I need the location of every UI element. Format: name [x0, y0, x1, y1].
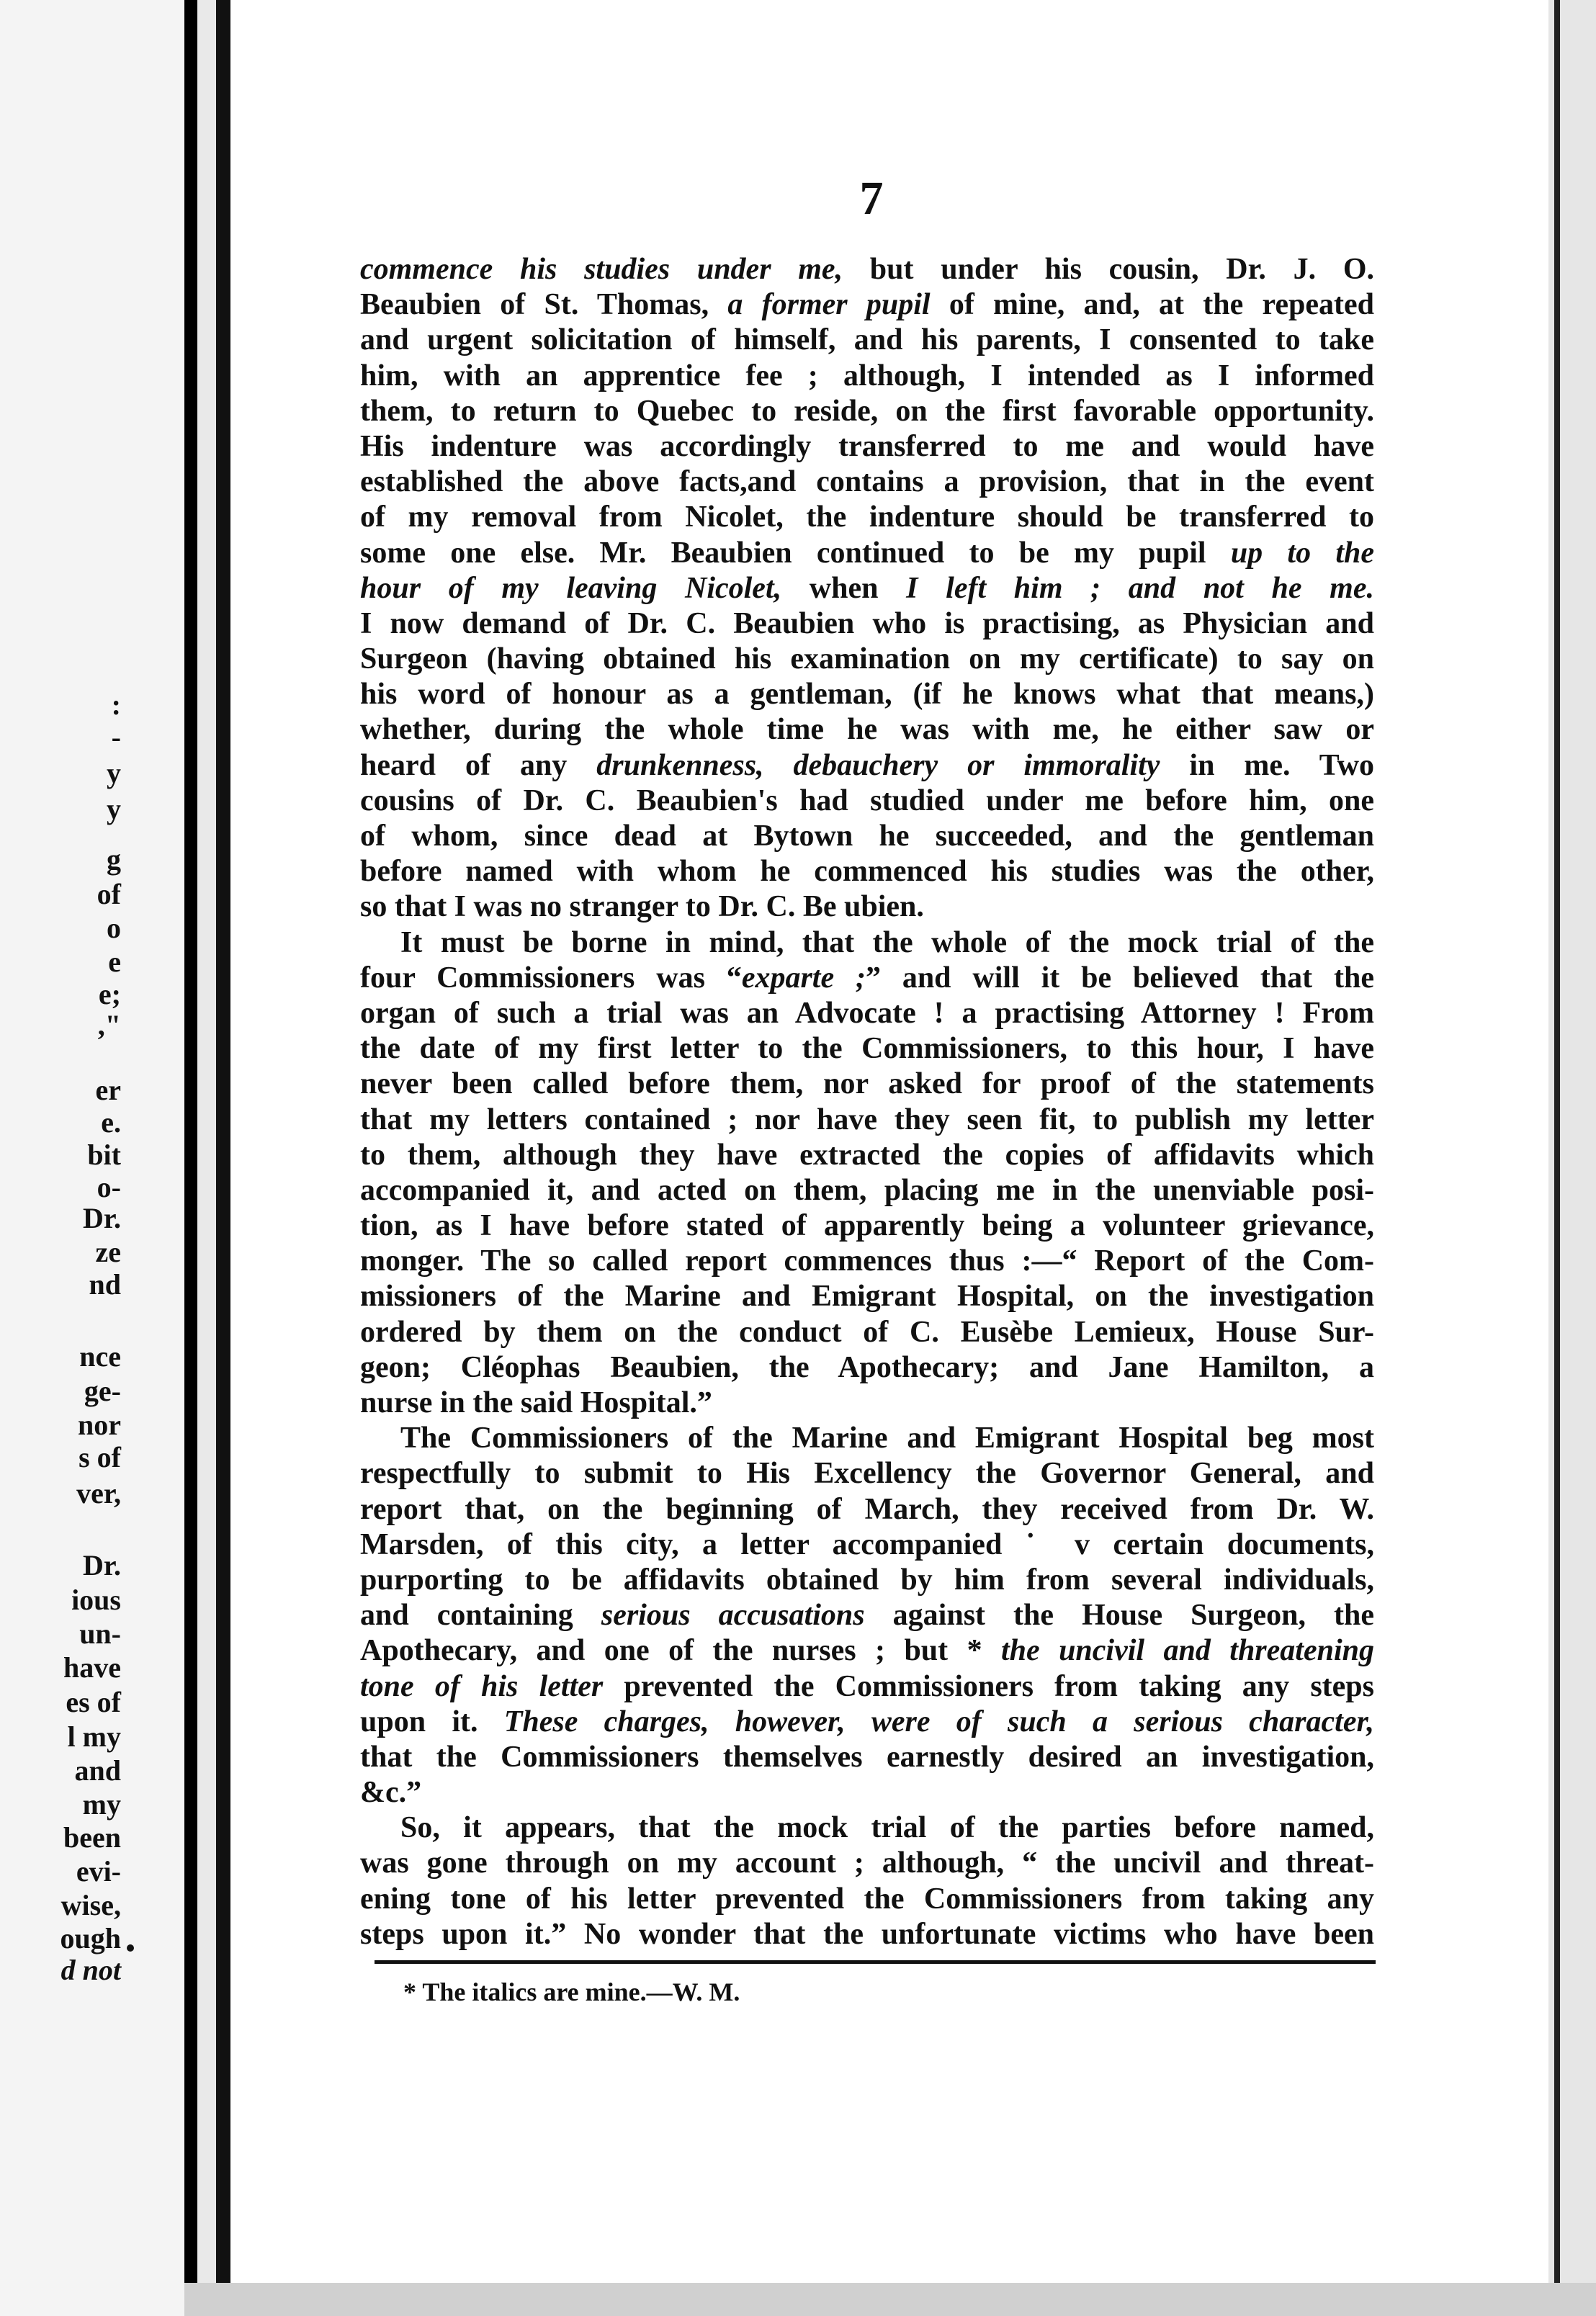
- text-line: [360, 1208, 1374, 1244]
- text-line: [360, 1173, 1374, 1208]
- text-line: [360, 252, 1374, 287]
- facing-page-fragment: s of: [79, 1441, 121, 1473]
- text-run: some one else. Mr. Beaubien continued to be my pupil: [360, 536, 1231, 570]
- text-run: was gone through on my account ; although, “ the uncivil and threat-: [360, 1846, 1374, 1880]
- text-line: [360, 854, 1374, 889]
- text-line: [360, 1810, 1374, 1846]
- text-run: steps upon it.” No wonder that the unfortunate victims who have been: [360, 1917, 1374, 1951]
- italic-text: serious accusations: [601, 1599, 865, 1633]
- text-line: [360, 784, 1374, 819]
- text-run: nurse in the said Hospital.”: [360, 1386, 712, 1419]
- text-line: [360, 1775, 1374, 1810]
- text-run: before named with whom he commenced his studies was the other,: [360, 855, 1374, 889]
- text-run: but under his cousin, Dr. J. O.: [843, 253, 1374, 286]
- text-run: and containing: [360, 1599, 601, 1633]
- facing-page-fragment: have: [63, 1651, 121, 1684]
- text-run: ordered by them on the conduct of C. Eusèbe Lemieux, House Sur-: [360, 1315, 1374, 1349]
- italic-text: the uncivil and threatening: [1000, 1634, 1374, 1668]
- text-line: [360, 1138, 1374, 1173]
- facing-page-fragment: nor: [78, 1409, 121, 1441]
- facing-page-fragment: and: [74, 1754, 121, 1787]
- text-run: Surgeon (having obtained his examination on my certificate) to say on: [360, 642, 1374, 676]
- page-number: 7: [859, 172, 884, 225]
- text-run: Beaubien of St. Thomas,: [360, 288, 728, 322]
- text-run: missioners of the Marine and Emigrant Hospital, on the investigation: [360, 1280, 1374, 1314]
- text-line: [360, 677, 1374, 712]
- text-line: [360, 1279, 1374, 1314]
- italic-text: commence his studies under me,: [360, 253, 843, 286]
- facing-page-fragment: g: [107, 843, 121, 876]
- text-line: [360, 1315, 1374, 1350]
- facing-page-fragment: wise,: [60, 1889, 121, 1921]
- text-line: [360, 464, 1374, 500]
- text-run: them, to return to Quebec to reside, on the first favorable opportunity.: [360, 394, 1374, 428]
- text-run: The Commissioners of the Marine and Emigrant Hospital beg most: [400, 1422, 1374, 1455]
- text-line: [360, 1103, 1374, 1138]
- italic-text: These charges, however, were of such a serious character,: [503, 1705, 1375, 1738]
- text-line: [360, 1456, 1374, 1491]
- text-run: report that, on the beginning of March, they received from Dr. W.: [360, 1492, 1374, 1526]
- text-run: So, it appears, that the mock trial of the parties before named,: [400, 1811, 1374, 1845]
- text-line: [360, 1386, 1374, 1421]
- right-page-edge: [1548, 0, 1596, 2316]
- facing-page-fragment: ge-: [84, 1375, 121, 1407]
- facing-page-fragment: e.: [101, 1106, 121, 1139]
- text-line: [360, 712, 1374, 748]
- text-line: [360, 748, 1374, 784]
- text-line: [360, 1350, 1374, 1386]
- text-line: [360, 1421, 1374, 1456]
- text-line: [360, 1705, 1374, 1740]
- text-run: It must be borne in mind, that the whole of the mock trial of the: [400, 925, 1374, 959]
- text-line: [360, 536, 1374, 571]
- facing-page-fragment: o-: [97, 1171, 121, 1203]
- text-run: of my removal from Nicolet, the indenture should be transferred to: [360, 501, 1374, 534]
- text-run: ening tone of his letter prevented the Commissioners from taking any: [360, 1882, 1374, 1916]
- facing-page-fragment: Dr.: [83, 1202, 121, 1234]
- facing-page-fragment: Dr.: [83, 1549, 121, 1581]
- facing-page-fragment: e: [108, 946, 121, 978]
- italic-text: hour of my leaving Nicolet,: [360, 571, 782, 605]
- text-run: heard of any: [360, 748, 597, 782]
- text-line: [360, 889, 1374, 925]
- facing-page-fragment: ,": [97, 1009, 121, 1041]
- text-run: I now demand of Dr. C. Beaubien who is practising, as Physician and: [360, 606, 1374, 640]
- text-line: [360, 1598, 1374, 1633]
- italic-text: tone of his letter: [360, 1669, 604, 1703]
- facing-page-fragment: l my: [67, 1720, 121, 1753]
- text-line: [360, 500, 1374, 535]
- text-run: when: [781, 571, 907, 605]
- text-run: him, with an apprentice fee ; although, I intended as I informed: [360, 359, 1374, 392]
- text-run: respectfully to submit to His Excellency the Governor General, and: [360, 1457, 1374, 1491]
- text-line: [360, 571, 1374, 606]
- text-line: [360, 961, 1374, 996]
- facing-page-fragment: es of: [66, 1686, 121, 1718]
- body-text: [360, 252, 1374, 1952]
- bottom-page-edge: [184, 2283, 1596, 2316]
- gutter-gap: [197, 0, 216, 2316]
- facing-page-fragment: been: [63, 1821, 121, 1854]
- footnote: * The italics are mine.—W. M.: [403, 1978, 740, 2006]
- text-run: in me. Two: [1160, 748, 1374, 782]
- facing-page-fragment: ough: [60, 1922, 121, 1954]
- facing-page-fragment: nd: [89, 1268, 121, 1301]
- page-edge: [216, 0, 230, 2316]
- text-line: [360, 1917, 1374, 1952]
- text-run: whether, during the whole time he was with me, he either saw or: [360, 713, 1374, 747]
- text-line: [360, 1527, 1374, 1563]
- text-run: so that I was no stranger to Dr. C. Be ubien.: [360, 890, 924, 924]
- italic-text: a former pupil: [727, 288, 931, 322]
- facing-page-fragment: y: [107, 757, 121, 789]
- text-line: [360, 287, 1374, 323]
- text-line: [360, 1067, 1374, 1102]
- text-line: [360, 606, 1374, 642]
- text-run: his word of honour as a gentleman, (if he knows what that means,): [360, 678, 1374, 712]
- italic-text: drunkenness, debauchery or immorality: [596, 748, 1160, 782]
- facing-page-fragment: evi-: [76, 1855, 121, 1888]
- text-run: never been called before them, nor asked for proof of the statements: [360, 1067, 1374, 1101]
- text-line: [360, 1031, 1374, 1067]
- facing-page-fragment: :: [111, 688, 121, 721]
- text-line: [360, 1882, 1374, 1917]
- text-run: that my letters contained ; nor have they seen fit, to publish my letter: [360, 1103, 1374, 1136]
- text-run: to them, although they have extracted the copies of affidavits which: [360, 1138, 1374, 1172]
- gutter-shadow: [184, 0, 197, 2316]
- text-run: cousins of Dr. C. Beaubien's had studied under me before him, one: [360, 784, 1374, 817]
- text-run: established the above facts,and contains a provision, that in the event: [360, 465, 1374, 499]
- text-run: against the House Surgeon, the: [864, 1599, 1375, 1633]
- text-line: [360, 1846, 1374, 1881]
- italic-text: exparte ;: [741, 961, 866, 995]
- text-run: and urgent solicitation of himself, and his parents, I consented to take: [360, 323, 1374, 357]
- text-run: organ of such a trial was an Advocate ! a practising Attorney ! From: [360, 996, 1374, 1030]
- facing-page-fragment: e;: [98, 978, 121, 1010]
- text-run: Marsden, of this city, a letter accompanied ˙ v certain documents,: [360, 1527, 1374, 1561]
- text-line: [360, 1633, 1374, 1669]
- facing-page-fragment: ver,: [76, 1477, 121, 1509]
- facing-page-fragment: nce: [79, 1340, 121, 1373]
- text-run: ” and will it be believed that the: [865, 961, 1374, 995]
- facing-page-fragment: d not: [60, 1954, 121, 1986]
- text-line: [360, 359, 1374, 394]
- text-run: accompanied it, and acted on them, placing me in the unenviable posi-: [360, 1173, 1374, 1207]
- text-line: [360, 1492, 1374, 1527]
- text-run: the date of my first letter to the Commissioners, to this hour, I have: [360, 1032, 1374, 1066]
- italic-text: I left him ; and not he me.: [906, 571, 1374, 605]
- text-line: [360, 819, 1374, 854]
- text-line: [360, 642, 1374, 677]
- facing-page-fragment: ious: [71, 1584, 121, 1616]
- text-line: [360, 1244, 1374, 1279]
- text-run: His indenture was accordingly transferred to me and would have: [360, 429, 1374, 463]
- text-run: four Commissioners was “: [360, 961, 742, 995]
- text-line: [360, 996, 1374, 1031]
- text-run: prevented the Commissioners from taking any steps: [603, 1669, 1374, 1703]
- italic-text: up to the: [1230, 536, 1374, 570]
- facing-page-fragment: of: [97, 878, 121, 910]
- text-run: that the Commissioners themselves earnestly desired an investigation,: [360, 1740, 1374, 1774]
- footnote-rule: [375, 1960, 1376, 1964]
- facing-page-fragment: er: [95, 1074, 121, 1106]
- facing-page-fragment: -: [111, 721, 121, 753]
- text-line: [360, 1563, 1374, 1598]
- text-run: tion, as I have before stated of apparently being a volunteer grievance,: [360, 1209, 1374, 1243]
- facing-page-fragment: ze: [95, 1236, 121, 1268]
- text-run: of whom, since dead at Bytown he succeeded, and the gentleman: [360, 820, 1374, 853]
- text-line: [360, 323, 1374, 358]
- text-line: [360, 1740, 1374, 1775]
- facing-page-fragment: bit: [87, 1139, 121, 1171]
- text-line: [360, 429, 1374, 464]
- facing-page-fragment: o: [107, 912, 121, 944]
- facing-page-fragment: y: [107, 793, 121, 825]
- text-run: of mine, and, at the repeated: [930, 288, 1375, 322]
- text-run: Apothecary, and one of the nurses ; but *: [360, 1634, 1001, 1668]
- facing-page-fragment: my: [82, 1788, 121, 1821]
- text-run: upon it.: [360, 1705, 504, 1738]
- text-line: [360, 1669, 1374, 1705]
- ink-speck: [127, 1944, 134, 1952]
- text-run: purporting to be affidavits obtained by him from several individuals,: [360, 1563, 1374, 1597]
- facing-page: [0, 0, 184, 2316]
- text-line: [360, 394, 1374, 429]
- text-run: &c.”: [360, 1776, 422, 1810]
- facing-page-fragment: un-: [79, 1617, 121, 1650]
- text-line: [360, 925, 1374, 961]
- text-run: geon; Cléophas Beaubien, the Apothecary; and Jane Hamilton, a: [360, 1350, 1374, 1384]
- text-run: monger. The so called report commences thus :—“ Report of the Com-: [360, 1244, 1374, 1278]
